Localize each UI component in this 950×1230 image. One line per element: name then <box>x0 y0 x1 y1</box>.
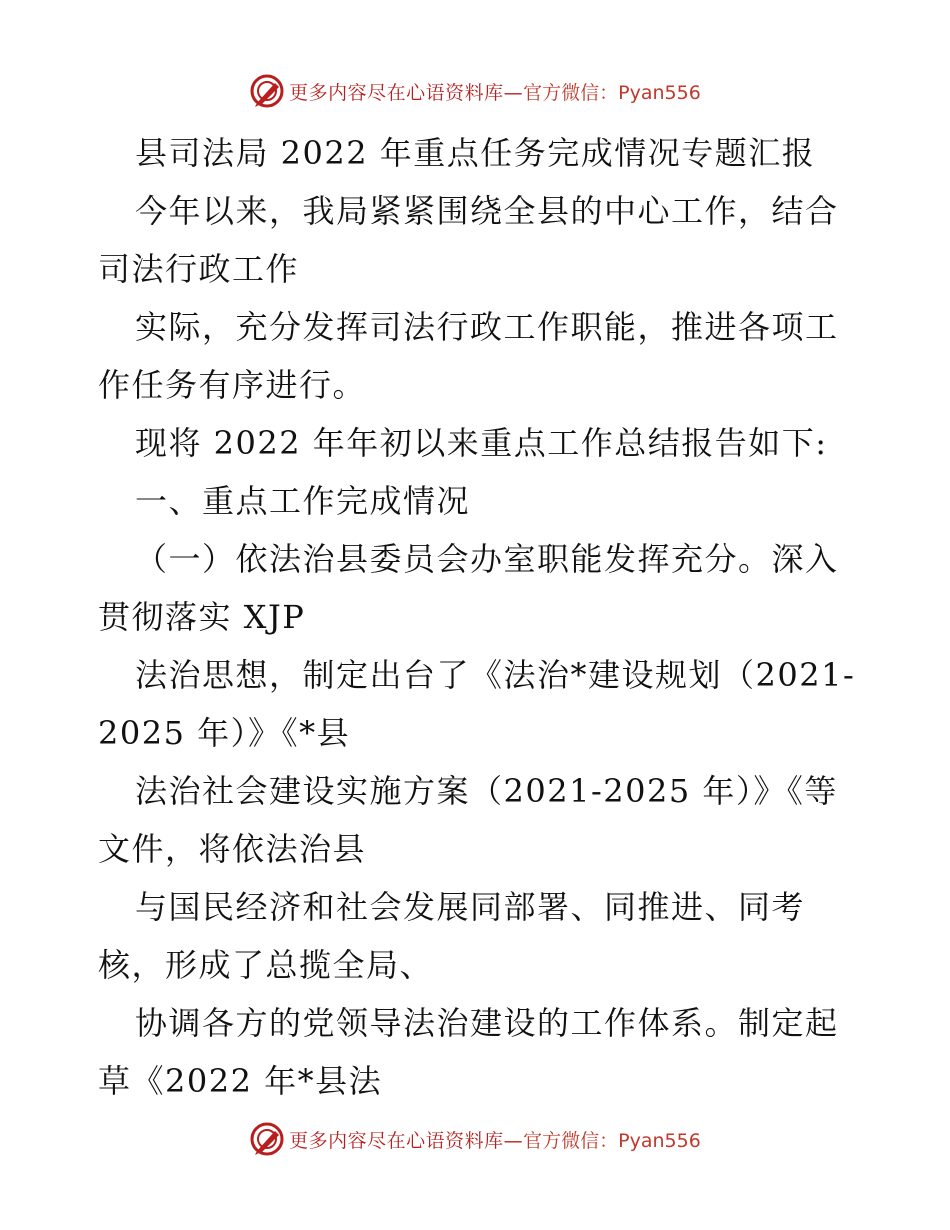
text-line: （一）依法治县委员会办室职能发挥充分。深入 <box>135 540 839 578</box>
banner-contact: 官方微信：Pyan556 <box>523 1129 701 1152</box>
text-line: 作任务有序进行。 <box>98 366 367 404</box>
text-line: 司法行政工作 <box>98 250 300 288</box>
text-line: 实际，充分发挥司法行政工作职能，推进各项工 <box>135 308 839 346</box>
pen-logo-icon <box>249 73 285 109</box>
text-line: 核，形成了总揽全局、 <box>98 946 434 984</box>
text-line: 今年以来，我局紧紧围绕全县的中心工作，结合 <box>135 192 839 230</box>
document-title: 县司法局 2022 年重点任务完成情况专题汇报 <box>135 134 816 172</box>
text-line: 现将 2022 年年初以来重点工作总结报告如下: <box>135 424 828 462</box>
document-body <box>98 124 858 1110</box>
banner-contact: 官方微信：Pyan556 <box>523 81 701 104</box>
text-line: 文件，将依法治县 <box>98 830 367 868</box>
pen-logo-icon <box>249 1121 285 1157</box>
text-line: 法治思想，制定出台了《法治*建设规划（2021- <box>135 656 856 694</box>
header-banner <box>0 71 950 111</box>
footer-banner <box>0 1119 950 1159</box>
banner-text: 更多内容尽在心语资料库— <box>289 81 524 104</box>
text-line: 一、重点工作完成情况 <box>135 482 471 520</box>
banner-text: 更多内容尽在心语资料库— <box>289 1129 524 1152</box>
text-line: 与国民经济和社会发展同部署、同推进、同考 <box>135 888 806 926</box>
text-line: 贯彻落实 XJP <box>98 598 306 636</box>
text-line: 协调各方的党领导法治建设的工作体系。制定起 <box>135 1004 839 1042</box>
text-line: 法治社会建设实施方案（2021-2025 年）》《等 <box>135 772 838 810</box>
text-line: 草《2022 年*县法 <box>98 1062 383 1100</box>
text-line: 2025 年）》《*县 <box>98 714 351 752</box>
